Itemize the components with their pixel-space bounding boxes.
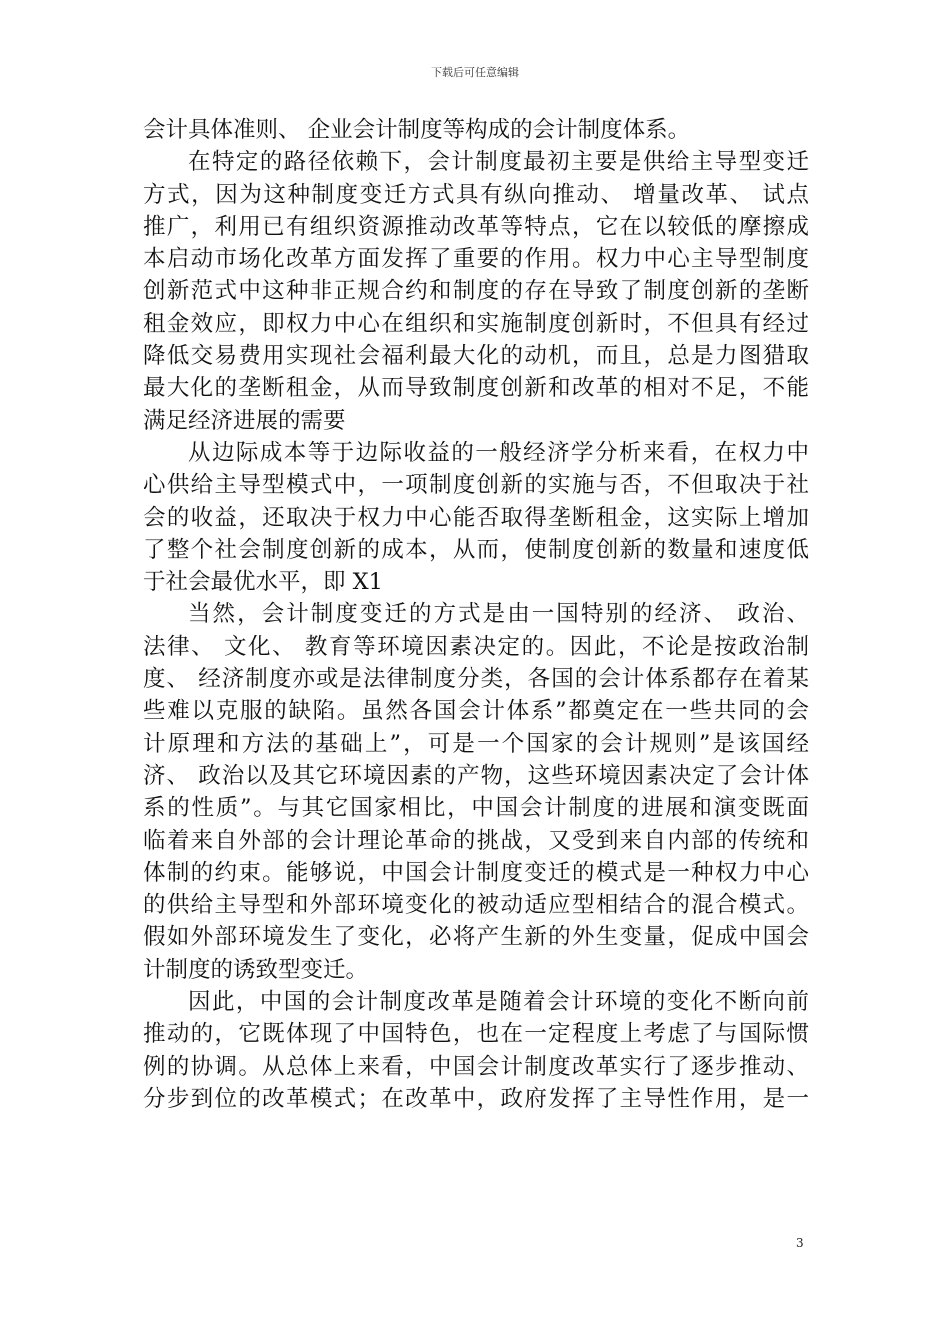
page-number: 3 <box>796 1236 804 1250</box>
text-line: 的供给主导型和外部环境变化的被动适应型相结合的混合模式。 <box>143 892 809 919</box>
text-line: 会的收益，还取决于权力中心能否取得垄断租金，这实际上增加 <box>143 504 809 531</box>
text-line: 体制的约束。能够说，中国会计制度变迁的模式是一种权力中心 <box>143 859 809 886</box>
text-line: 推动的，它既体现了中国特色，也在一定程度上考虑了与国际惯 <box>143 1021 809 1048</box>
text-line: 计原理和方法的基础上”，可是一个国家的会计规则”是该国经 <box>143 730 809 757</box>
text-line: 计制度的诱致型变迁。 <box>143 956 369 983</box>
text-line: 会计具体准则、 企业会计制度等构成的会计制度体系。 <box>143 117 691 143</box>
document-body <box>143 114 809 1115</box>
text-line: 降低交易费用实现社会福利最大化的动机，而且，总是力图猎取 <box>143 343 809 370</box>
text-line: 于社会最优水平，即 X1 <box>143 569 383 596</box>
text-line: 满足经济进展的需要 <box>143 407 346 434</box>
text-line: 济、 政治以及其它环境因素的产物，这些环境因素决定了会计体 <box>143 762 809 789</box>
text-line: 些难以克服的缺陷。虽然各国会计体系”都奠定在一些共同的会 <box>143 698 809 725</box>
text-line: 方式，因为这种制度变迁方式具有纵向推动、 增量改革、 试点 <box>143 181 809 208</box>
text-line: 度、 经济制度亦或是法律制度分类，各国的会计体系都存在着某 <box>143 666 809 693</box>
text-line: 最大化的垄断租金，从而导致制度创新和改革的相对不足，不能 <box>143 375 809 402</box>
text-line: 假如外部环境发生了变化，必将产生新的外生变量，促成中国会 <box>143 924 809 951</box>
text-line: 了整个社会制度创新的成本，从而，使制度创新的数量和速度低 <box>143 536 809 563</box>
text-line: 系的性质”。与其它国家相比，中国会计制度的进展和演变既面 <box>143 795 809 822</box>
text-line: 推广，利用已有组织资源推动改革等特点，它在以较低的摩擦成 <box>143 213 809 240</box>
text-line: 从边际成本等于边际收益的一般经济学分析来看，在权力中 <box>188 439 809 466</box>
text-line: 心供给主导型模式中，一项制度创新的实施与否，不但取决于社 <box>143 472 809 499</box>
text-line: 租金效应，即权力中心在组织和实施制度创新时，不但具有经过 <box>143 310 809 337</box>
text-line: 创新范式中这种非正规合约和制度的存在导致了制度创新的垄断 <box>143 278 809 305</box>
text-line: 本启动市场化改革方面发挥了重要的作用。权力中心主导型制度 <box>143 246 809 273</box>
text-line: 法律、 文化、 教育等环境因素决定的。因此，不论是按政治制 <box>143 633 809 660</box>
text-line: 例的协调。从总体上来看，中国会计制度改革实行了逐步推动、 <box>143 1053 809 1080</box>
text-line: 因此，中国的会计制度改革是随着会计环境的变化不断向前 <box>188 989 809 1016</box>
page-header: 下载后可任意编辑 <box>431 66 519 79</box>
text-line: 在特定的路径依赖下，会计制度最初主要是供给主导型变迁 <box>188 149 809 176</box>
text-line: 分步到位的改革模式；在改革中，政府发挥了主导性作用，是一 <box>143 1085 809 1112</box>
text-line: 临着来自外部的会计理论革命的挑战，又受到来自内部的传统和 <box>143 827 809 854</box>
text-line: 当然，会计制度变迁的方式是由一国特别的经济、 政治、 <box>188 601 809 628</box>
